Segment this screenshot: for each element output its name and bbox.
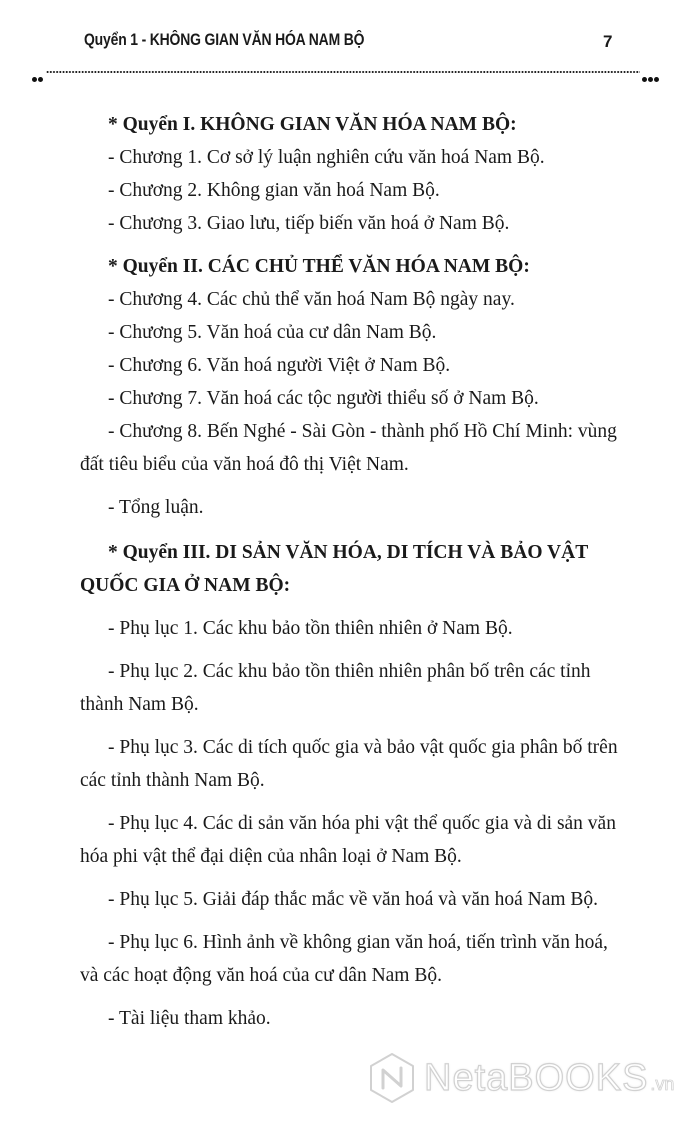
section-heading: * Quyển I. KHÔNG GIAN VĂN HÓA NAM BỘ: [108,114,517,135]
watermark-brand: NetaBOOKS [424,1056,649,1099]
section-quyen-2 [80,250,622,524]
section-quyen-1 [108,108,622,240]
table-of-contents [80,108,622,1035]
netabooks-watermark [368,1052,674,1104]
list-item: - Chương 3. Giao lưu, tiếp biến văn hoá ở Nam Bộ. [108,213,510,234]
list-item: - Phụ lục 2. Các khu bảo tồn thiên nhiên phân bố trên các tỉnh thành Nam Bộ. [80,661,591,715]
running-header-title: Quyển 1 - KHÔNG GIAN VĂN HÓA NAM BỘ [84,30,365,49]
watermark-tld: .vn [650,1073,675,1094]
list-item: - Phụ lục 6. Hình ảnh về không gian văn hoá, tiến trình văn hoá, và các hoạt động văn hoá của cư dân Nam Bộ. [80,932,608,986]
list-item: - Tài liệu tham khảo. [108,1008,271,1029]
list-item: - Phụ lục 3. Các di tích quốc gia và bảo vật quốc gia phân bố trên các tỉnh thành Nam Bộ. [80,737,618,791]
list-item: - Chương 6. Văn hoá người Việt ở Nam Bộ. [108,355,451,376]
section-quyen-3 [80,536,622,1035]
list-item: - Chương 4. Các chủ thể văn hoá Nam Bộ ngày nay. [108,289,515,310]
list-item: - Phụ lục 5. Giải đáp thắc mắc về văn hoá và văn hoá Nam Bộ. [108,889,599,910]
rule-right-ornament [642,69,660,75]
header-dotted-rule [32,69,660,75]
list-item: - Tổng luận. [108,497,204,518]
list-item: - Chương 7. Văn hoá các tộc người thiểu số ở Nam Bộ. [108,388,539,409]
section-heading: * Quyển III. DI SẢN VĂN HÓA, DI TÍCH VÀ BẢO VẬT QUỐC GIA Ở NAM BỘ: [80,542,588,596]
rule-dots [46,71,640,73]
list-item: - Phụ lục 4. Các di sản văn hóa phi vật thể quốc gia và di sản văn hóa phi vật thể đại diện của nhân loại ở Nam Bộ. [80,813,616,867]
rule-left-ornament [32,69,44,75]
list-item: - Chương 2. Không gian văn hoá Nam Bộ. [108,180,440,201]
list-item: - Chương 1. Cơ sở lý luận nghiên cứu văn hoá Nam Bộ. [108,147,545,168]
netabooks-hexagon-logo-icon [368,1052,416,1104]
list-item: - Chương 5. Văn hoá của cư dân Nam Bộ. [108,322,437,343]
page-number: 7 [603,32,613,51]
section-heading: * Quyển II. CÁC CHỦ THỂ VĂN HÓA NAM BỘ: [108,256,530,277]
list-item: - Chương 8. Bến Nghé - Sài Gòn - thành phố Hồ Chí Minh: vùng đất tiêu biểu của văn hoá đô thị Việt Nam. [80,421,617,475]
list-item: - Phụ lục 1. Các khu bảo tồn thiên nhiên ở Nam Bộ. [108,618,513,639]
